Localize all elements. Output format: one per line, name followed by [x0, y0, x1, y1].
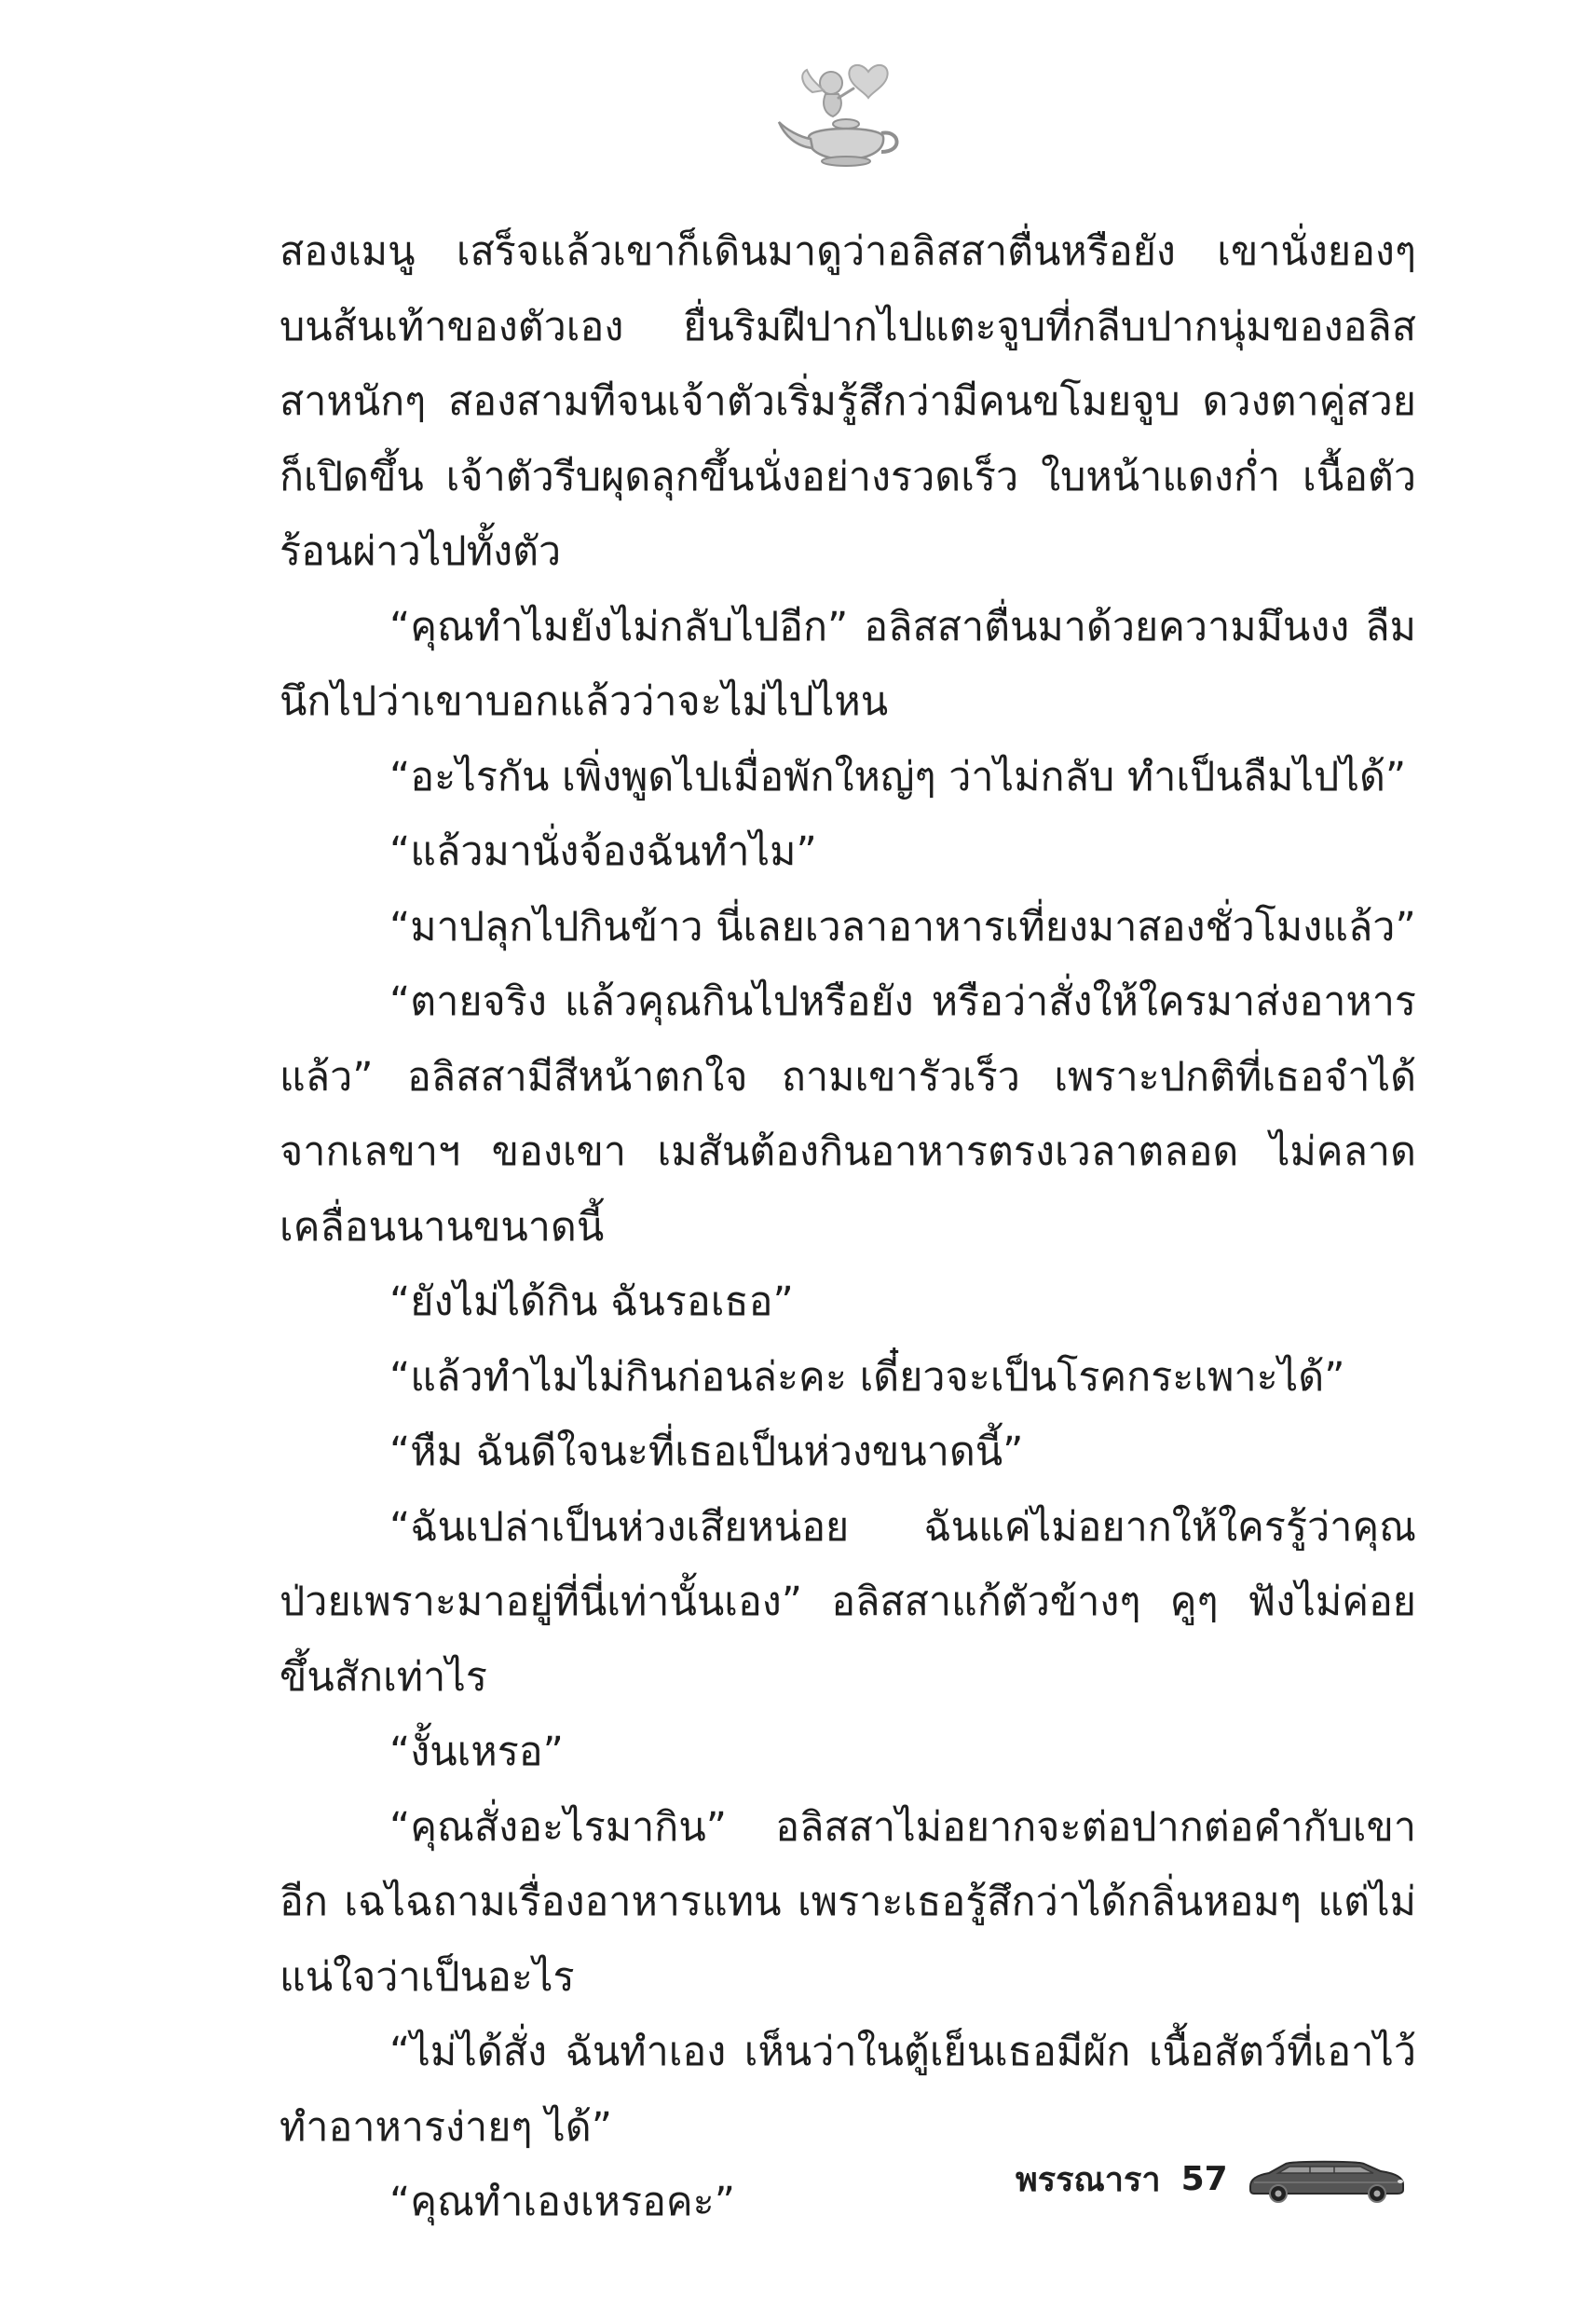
- paragraph: “คุณทำเองเหรอคะ”: [389, 2179, 736, 2225]
- paragraph: “งั้นเหรอ”: [389, 1729, 564, 1775]
- cherub-teapot-icon: [764, 51, 922, 172]
- paragraph: “ฉันเปล่าเป็นห่วงเสียหน่อย ฉันแค่ไม่อยากให้ใครรู้ว่าคุณป่วยเพราะมาอยู่ที่นี่เท่านั้นเอง” อลิสสาแก้ตัวข้างๆ คูๆ ฟังไม่ค่อยขึ้นสักเท่าไร: [280, 1503, 1416, 1701]
- page-number: 57: [1180, 2159, 1228, 2198]
- paragraph: “คุณสั่งอะไรมากิน” อลิสสาไม่อยากจะต่อปากต่อคำกับเขาอีก เฉไฉถามเรื่องอาหารแทน เพราะเธอรู้สึกว่าได้กลิ่นหอมๆ แต่ไม่แน่ใจว่าเป็นอะไร: [280, 1803, 1416, 2001]
- paragraph: “อะไรกัน เพิ่งพูดไปเมื่อพักใหญ่ๆ ว่าไม่กลับ ทำเป็นลืมไปได้”: [389, 753, 1407, 800]
- paragraph: “หืม ฉันดีใจนะที่เธอเป็นห่วงขนาดนี้”: [389, 1429, 1024, 1475]
- page-footer: [1016, 2141, 1408, 2216]
- paragraph: “ตายจริง แล้วคุณกินไปหรือยัง หรือว่าสั่งให้ใครมาส่งอาหารแล้ว” อลิสสามีสีหน้าตกใจ ถามเขารัวเร็ว เพราะปกติที่เธอจำได้จากเลขาฯ ของเขา เมสันต้องกินอาหารตรงเวลาตลอด ไม่คลาดเคลื่อนนานขนาดนี้: [280, 978, 1416, 1251]
- paragraph: “แล้วทำไมไม่กินก่อนล่ะคะ เดี๋ยวจะเป็นโรคกระเพาะได้”: [389, 1353, 1345, 1401]
- book-title: พรรณารา: [1016, 2160, 1161, 2199]
- paragraph: “แล้วมานั่งจ้องฉันทำไม”: [389, 828, 817, 875]
- paragraph: “คุณทำไมยังไม่กลับไปอีก” อลิสสาตื่นมาด้วยความมึนงง ลืมนึกไปว่าเขาบอกแล้วว่าจะไม่ไปไหน: [280, 603, 1416, 725]
- limousine-icon: [1245, 2151, 1408, 2207]
- paragraph: สองเมนู เสร็จแล้วเขาก็เดินมาดูว่าอลิสสาตื่นหรือยัง เขานั่งยองๆ บนส้นเท้าของตัวเอง ยื่นริมฝีปากไปแตะจูบที่กลีบปากนุ่มของอลิสสาหนักๆ สองสามทีจนเจ้าตัวเริ่มรู้สึกว่ามีคนขโมยจูบ ดวงตาคู่สวยก็เปิดขึ้น เจ้าตัวรีบผุดลุกขึ้นนั่งอย่างรวดเร็ว ใบหน้าแดงก่ำ เนื้อตัวร้อนผ่าวไปทั้งตัว: [280, 228, 1416, 575]
- body-text: [280, 214, 1416, 2240]
- paragraph: “มาปลุกไปกินข้าว นี่เลยเวลาอาหารเที่ยงมาสองชั่วโมงแล้ว”: [389, 903, 1416, 950]
- paragraph: “ไม่ได้สั่ง ฉันทำเอง เห็นว่าในตู้เย็นเธอมีผัก เนื้อสัตว์ที่เอาไว้ทำอาหารง่ายๆ ได้”: [280, 2029, 1416, 2151]
- paragraph: “ยังไม่ได้กิน ฉันรอเธอ”: [389, 1279, 794, 1325]
